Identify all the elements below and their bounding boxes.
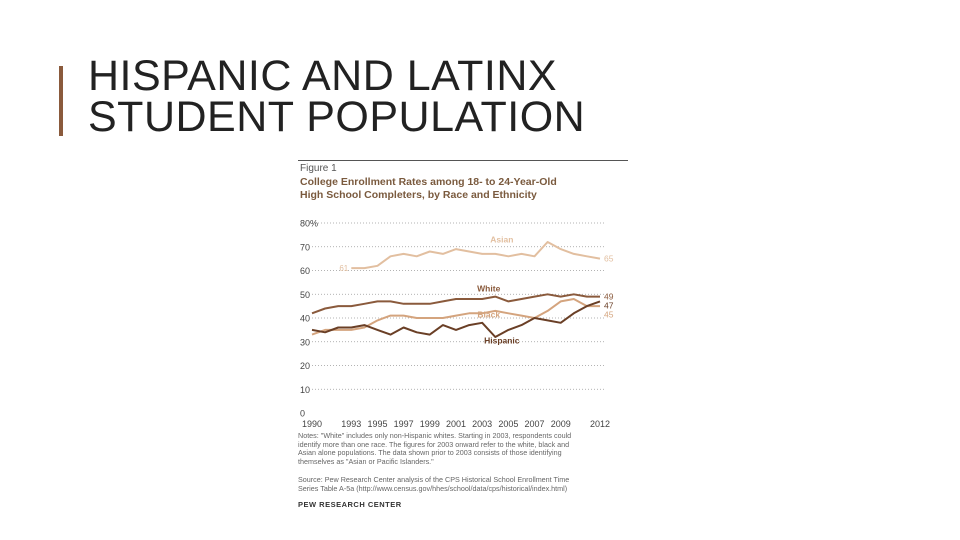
series-end-label: 49 — [604, 291, 614, 302]
y-tick-label: 0 — [300, 408, 306, 419]
chart-notes — [298, 432, 628, 466]
chart-title-line-2: High School Completers, by Race and Ethnicity — [300, 189, 537, 201]
series-label-black: Black — [477, 309, 501, 320]
series-end-label: 45 — [604, 309, 614, 320]
y-tick-label: 50 — [300, 289, 311, 300]
series-line-hispanic — [312, 301, 600, 337]
x-tick-label: 1997 — [393, 419, 414, 429]
chart-source-line: Source: Pew Research Center analysis of the CPS Historical School Enrollment Time — [298, 476, 570, 484]
chart-note-line: Asian alone populations. The data shown prior to 2003 consists of those identifying — [298, 449, 562, 458]
series-label-white: White — [477, 283, 501, 294]
x-tick-label: 1995 — [367, 419, 388, 429]
chart-title — [300, 176, 626, 202]
x-tick-label: 2005 — [498, 419, 519, 429]
chart-note-line: themselves as "Asian or Pacific Islanders." — [298, 457, 434, 466]
x-tick-label: 2003 — [472, 419, 493, 429]
series-start-label: 61 — [339, 264, 349, 274]
chart-title-line-1: College Enrollment Rates among 18- to 24-Year-Old — [300, 176, 557, 188]
series-end-label: 47 — [604, 300, 614, 311]
x-tick-label: 2012 — [589, 419, 611, 429]
title-accent-bar — [59, 66, 63, 136]
series-label-hispanic: Hispanic — [484, 335, 520, 346]
figure-label: Figure 1 — [300, 163, 337, 174]
x-tick-label: 2007 — [524, 419, 545, 429]
y-tick-label: 10 — [300, 384, 311, 395]
y-tick-label: 70 — [300, 242, 311, 253]
y-tick-label: 30 — [300, 337, 311, 348]
line-chart — [298, 215, 628, 430]
slide-title-line-2: STUDENT POPULATION — [88, 93, 586, 141]
slide-title-line-1: HISPANIC AND LATINX — [88, 52, 558, 100]
x-tick-label: 1999 — [419, 419, 440, 429]
chart-note-line: identify more than one race. The figures for 2003 onward refer to the white, black and — [298, 440, 570, 449]
y-tick-label: 80% — [300, 218, 319, 229]
chart-source-line: Series Table A-5a (http://www.census.gov/hhes/school/data/cps/historical/index.html) — [298, 484, 568, 493]
x-tick-label: 2001 — [445, 419, 467, 429]
chart-source — [298, 476, 628, 493]
chart-figure — [298, 160, 628, 510]
x-tick-label: 2009 — [550, 419, 571, 429]
slide-title — [88, 52, 586, 141]
y-tick-label: 60 — [300, 266, 311, 276]
series-end-label: 65 — [604, 253, 614, 264]
x-tick-label: 1990 — [301, 419, 323, 429]
series-line-asian — [351, 242, 600, 268]
y-tick-label: 40 — [300, 313, 311, 324]
y-tick-label: 20 — [300, 361, 311, 371]
publisher-brand: PEW RESEARCH CENTER — [298, 500, 402, 509]
x-tick-label: 1993 — [341, 419, 362, 429]
chart-note-line: Notes: "White" includes only non-Hispanic whites. Starting in 2003, respondents could — [298, 432, 572, 440]
series-label-asian: Asian — [490, 234, 514, 245]
figure-top-rule — [298, 160, 628, 161]
